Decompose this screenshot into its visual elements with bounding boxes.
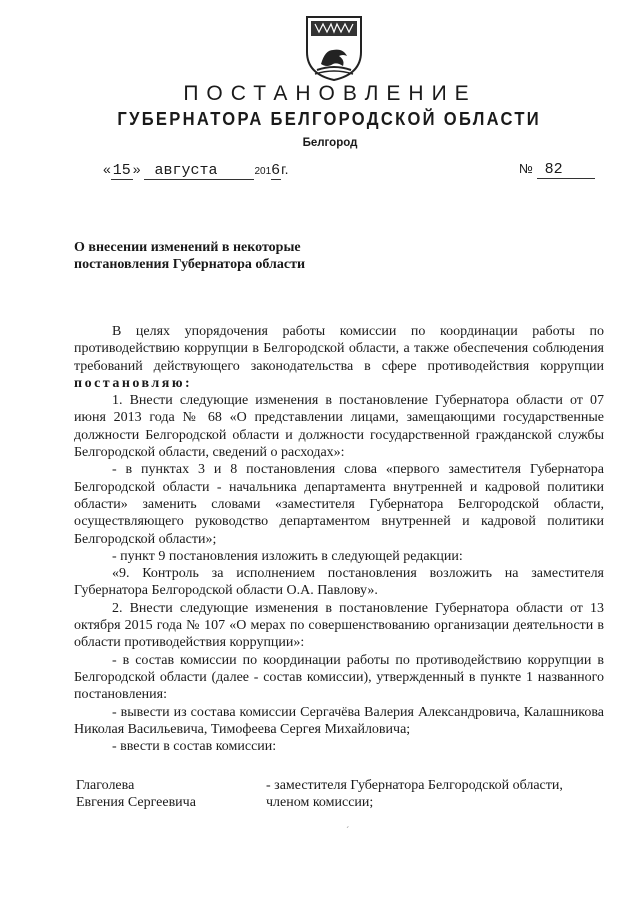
city-name: Белгород <box>302 137 358 149</box>
paragraph-2-remove: - вывести из состава комиссии Сергачёва Валерия Александровича, Калашникова Николая Васильевича, Тимофеева Сергея Михайловича; <box>74 704 604 737</box>
preamble-paragraph <box>74 323 604 392</box>
member-role-line-1: - заместителя Губернатора Белгородской области, <box>266 778 563 793</box>
date-open-quote: « <box>103 161 111 177</box>
member-row <box>74 777 604 811</box>
paragraph-2-add: - ввести в состав комиссии: <box>112 739 277 755</box>
paragraph-2: 2. Внести следующие изменения в постановление Губернатора области от 13 октября 2015 года № 107 «О мерах по совершенствованию организации деятельности в области противодействия коррупции»: <box>74 600 604 651</box>
paragraph-2-item-a: - в состав комиссии по координации работы по противодействию коррупции в Белгородской области (далее - состав комиссии), утвержденный в пункте 1 названного постановления: <box>74 652 604 703</box>
date-year-end: г. <box>281 161 289 177</box>
number-label: № <box>519 161 533 176</box>
document-body <box>74 323 604 755</box>
date-year-prefix: 201 <box>254 166 272 177</box>
member-name <box>74 777 266 811</box>
paragraph-1: 1. Внести следующие изменения в постановление Губернатора области от 07 июня 2013 года № 68 «О представлении лицами, замещающими государственные должности Белгородской области и должности государственной гражданской службы Белгородской области, сведений о расходах»: <box>74 393 604 461</box>
document-date <box>103 161 288 180</box>
member-surname: Глаголева <box>76 778 135 793</box>
paragraph-1-item-b: - пункт 9 постановления изложить в следующей редакции: <box>112 548 463 564</box>
paragraph-1-item-a: - в пунктах 3 и 8 постановления слова «первого заместителя Губернатора Белгородской области - начальника департамента внутренней и кадровой политики области» заменить словами «заместителя Губернатора Белгородской области, осуществляющего руководство департаментом внутренней и кадровой политики Белгородской области»; <box>74 462 604 547</box>
number-value: 82 <box>537 161 595 179</box>
member-given-names: Евгения Сергеевича <box>76 795 196 810</box>
document-number <box>519 161 595 179</box>
document-type-title: ПОСТАНОВЛЕНИЕ <box>183 82 477 105</box>
preamble-text: В целях упорядочения работы комиссии по координации работы по противодействию коррупции в Белгородской области, а также обеспечения соблюдения требований действующего законодательства в сфере противодействия коррупции <box>74 324 604 374</box>
document-subject: О внесении изменений в некоторые постановления Губернатора области <box>74 240 306 272</box>
member-role-line-2: членом комиссии; <box>266 795 374 810</box>
page-mark: ´ <box>346 826 350 837</box>
date-month: августа <box>144 162 254 180</box>
issuer-title: ГУБЕРНАТОРА БЕЛГОРОДСКОЙ ОБЛАСТИ <box>117 109 541 129</box>
member-role <box>266 777 604 811</box>
date-close-quote: » <box>132 161 141 177</box>
date-day: 15 <box>112 162 131 179</box>
members-list <box>74 777 604 811</box>
date-year-suffix: 6 <box>271 162 281 179</box>
resolution-keyword: постановляю: <box>74 375 193 391</box>
coat-of-arms-emblem <box>303 14 365 82</box>
paragraph-1-quote: «9. Контроль за исполнением постановления возложить на заместителя Губернатора Белгородской области О.А. Павлову». <box>74 566 604 599</box>
